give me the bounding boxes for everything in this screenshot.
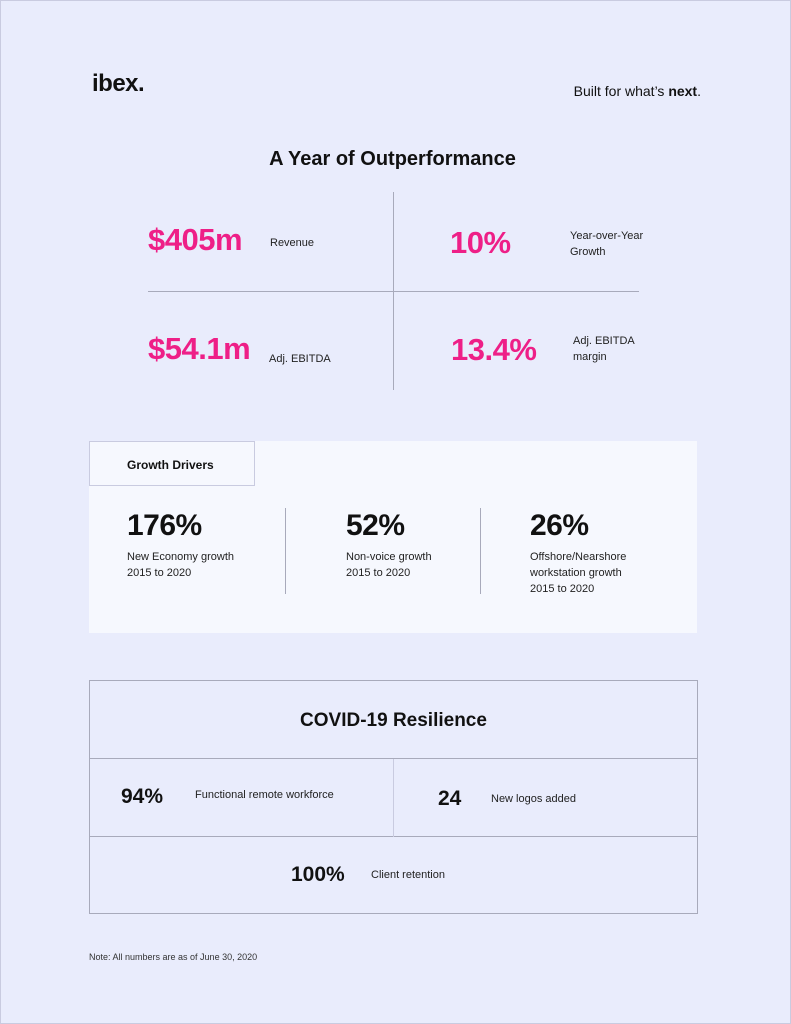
growth-offshore-value: 26% <box>530 509 589 542</box>
page-title: A Year of Outperformance <box>269 148 516 170</box>
growth-new-economy-label <box>127 549 234 581</box>
covid-title: COVID-19 Resilience <box>300 710 487 731</box>
covid-metrics-divider <box>393 759 394 837</box>
growth-divider-1 <box>285 508 286 594</box>
growth-drivers-tab <box>89 441 255 486</box>
tagline <box>574 83 701 99</box>
growth-non-voice-value: 52% <box>346 509 405 542</box>
growth-non-voice-label <box>346 549 432 581</box>
kpi-growth-value: 10% <box>450 225 511 260</box>
kpi-ebitda-label-line1: Adj. EBITDA <box>269 353 331 365</box>
kpi-margin-value: 13.4% <box>451 332 537 367</box>
kpi-revenue-label-line1: Revenue <box>270 237 315 249</box>
growth-offshore-line2: workstation growth <box>530 567 622 579</box>
growth-new-economy-line2: 2015 to 2020 <box>127 567 192 579</box>
kpi-revenue-label <box>270 235 314 251</box>
growth-divider-2 <box>480 508 481 594</box>
kpi-growth-label-line1: Year-over-Year <box>570 230 644 242</box>
kpi-growth-label <box>570 228 643 260</box>
kpi-ebitda-value: $54.1m <box>148 331 251 366</box>
tagline-emphasis: next <box>668 83 698 99</box>
footnote: Note: All numbers are as of June 30, 2020 <box>89 952 258 962</box>
growth-non-voice-line2: 2015 to 2020 <box>346 567 411 579</box>
kpi-revenue-value: $405m <box>148 222 243 257</box>
growth-new-economy-value: 176% <box>127 509 202 542</box>
growth-offshore-line3: 2015 to 2020 <box>530 583 595 595</box>
tagline-prefix: Built for what’s <box>573 83 669 99</box>
kpi-horizontal-divider <box>148 291 639 292</box>
covid-logos-value: 24 <box>438 787 462 810</box>
covid-resilience-panel <box>89 680 698 914</box>
growth-offshore-label <box>530 549 626 597</box>
covid-retention-label: Client retention <box>371 869 445 881</box>
covid-logos-label: New logos added <box>491 793 577 805</box>
covid-retention-value: 100% <box>291 863 345 886</box>
tagline-suffix: . <box>697 83 701 99</box>
kpi-margin-label-line2: margin <box>573 351 607 363</box>
growth-drivers-tab-label: Growth Drivers <box>127 458 214 472</box>
covid-remote-label: Functional remote workforce <box>195 789 334 801</box>
kpi-margin-label-line1: Adj. EBITDA <box>573 335 635 347</box>
kpi-growth-label-line2: Growth <box>570 246 606 258</box>
covid-title-row <box>90 681 697 759</box>
growth-new-economy-line1: New Economy growth <box>127 551 234 563</box>
kpi-margin-label <box>573 333 635 365</box>
kpi-ebitda-label <box>269 351 331 367</box>
covid-remote-value: 94% <box>121 785 164 808</box>
growth-offshore-line1: Offshore/Nearshore <box>530 551 627 563</box>
ibex-logo: ibex. <box>92 70 145 97</box>
growth-non-voice-line1: Non-voice growth <box>346 551 432 563</box>
